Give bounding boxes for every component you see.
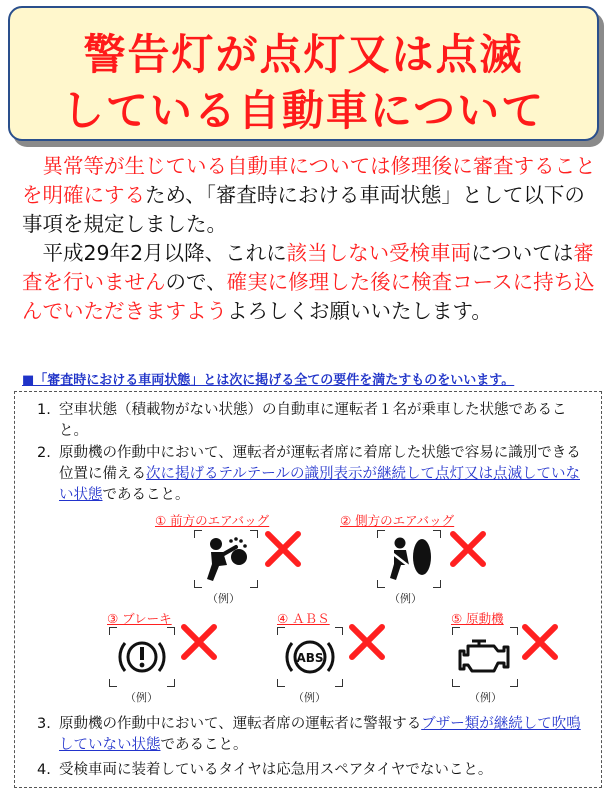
brake-frame bbox=[109, 627, 175, 687]
engine-icon bbox=[458, 635, 512, 679]
intro-text-span: ので、 bbox=[165, 270, 227, 294]
intro-emphasis: 該当しない受検車両 bbox=[286, 241, 472, 265]
requirement-item-2 bbox=[37, 443, 582, 506]
item-text-span: であること。 bbox=[102, 487, 190, 503]
x-mark-icon bbox=[347, 622, 387, 662]
x-mark-icon bbox=[448, 529, 488, 569]
intro-text-span: 平成29年2月以降、これに bbox=[42, 241, 287, 265]
intro-paragraph-2 bbox=[22, 239, 602, 326]
intro-text-span: については bbox=[471, 241, 574, 265]
abs-frame bbox=[277, 627, 343, 687]
title-line-2: している自動車について bbox=[61, 86, 546, 135]
title-line-1: 警告灯が点灯又は点滅 bbox=[83, 30, 524, 79]
example-label: （例） bbox=[469, 691, 502, 704]
intro-emphasis: 確実に修理した後に検査コースに持ち込んでいただきますよう bbox=[22, 270, 595, 323]
side-airbag-icon bbox=[384, 535, 434, 583]
requirements-box bbox=[14, 391, 602, 788]
intro-text-span: ため、「審査時における車両状態」として以下の事項を規定しました。 bbox=[22, 183, 585, 236]
intro-emphasis: 審査を行いません bbox=[22, 241, 594, 294]
example-label: （例） bbox=[389, 592, 422, 605]
requirement-item-4 bbox=[37, 760, 582, 781]
item-text bbox=[59, 443, 582, 506]
example-label: （例） bbox=[207, 592, 240, 605]
lamp-caption-abs: ④ ＡＢＳ bbox=[277, 611, 330, 626]
lamp-caption-side-airbag: ② 側方のエアバッグ bbox=[340, 513, 455, 528]
intro-text bbox=[22, 152, 602, 326]
intro-paragraph-1 bbox=[22, 152, 602, 239]
item-number: 4. bbox=[37, 762, 51, 778]
requirement-item-1 bbox=[37, 400, 582, 442]
requirements-heading: ■「審査時における車両状態」とは次に掲げる全ての要件を満たすものをいいます。 bbox=[22, 373, 515, 388]
buzzer-link[interactable]: ブザー類が継続して吹鳴していない状態 bbox=[59, 716, 581, 753]
title-banner bbox=[8, 6, 599, 141]
intro-text-span: よろしくお願いいたします。 bbox=[227, 299, 492, 323]
x-mark-icon bbox=[520, 622, 560, 662]
lamp-caption-front-airbag: ① 前方のエアバッグ bbox=[155, 513, 270, 528]
item-number: 1. bbox=[37, 402, 51, 418]
x-mark-icon bbox=[179, 622, 219, 662]
front-airbag-frame bbox=[194, 530, 258, 588]
lamp-caption-brake: ③ ブレーキ bbox=[107, 611, 172, 626]
example-label: （例） bbox=[293, 691, 326, 704]
engine-frame bbox=[452, 627, 518, 687]
item-text bbox=[59, 714, 582, 756]
x-mark-icon bbox=[263, 529, 303, 569]
requirement-item-3 bbox=[37, 714, 582, 756]
item-text: 空車状態（積載物がない状態）の自動車に運転者１名が乗車した状態であること。 bbox=[59, 402, 567, 439]
abs-icon bbox=[285, 633, 335, 681]
intro-emphasis: 異常等が生じている自動車については修理後に審査することを明確にする bbox=[22, 154, 596, 207]
brake-warning-icon bbox=[117, 633, 167, 681]
front-airbag-icon bbox=[201, 535, 251, 583]
item-text-span: であること。 bbox=[160, 737, 248, 753]
item-number: 3. bbox=[37, 716, 51, 732]
side-airbag-frame bbox=[377, 530, 441, 588]
telltale-link[interactable]: 次に掲げるテルテールの識別表示が継続して点灯又は点滅していない状態 bbox=[59, 466, 580, 503]
item-text-span: 原動機の作動中において、運転者が運転者席に着席した状態で容易に識別できる位置に備える bbox=[59, 445, 581, 482]
item-number: 2. bbox=[37, 445, 51, 461]
item-text: 受検車両に装着しているタイヤは応急用スペアタイヤでないこと。 bbox=[59, 762, 493, 778]
svg-text:ABS: ABS bbox=[296, 651, 324, 665]
item-text-span: 原動機の作動中において、運転者席の運転者に警報する bbox=[59, 716, 422, 732]
example-label: （例） bbox=[125, 691, 158, 704]
lamp-caption-engine: ⑤ 原動機 bbox=[451, 611, 504, 626]
